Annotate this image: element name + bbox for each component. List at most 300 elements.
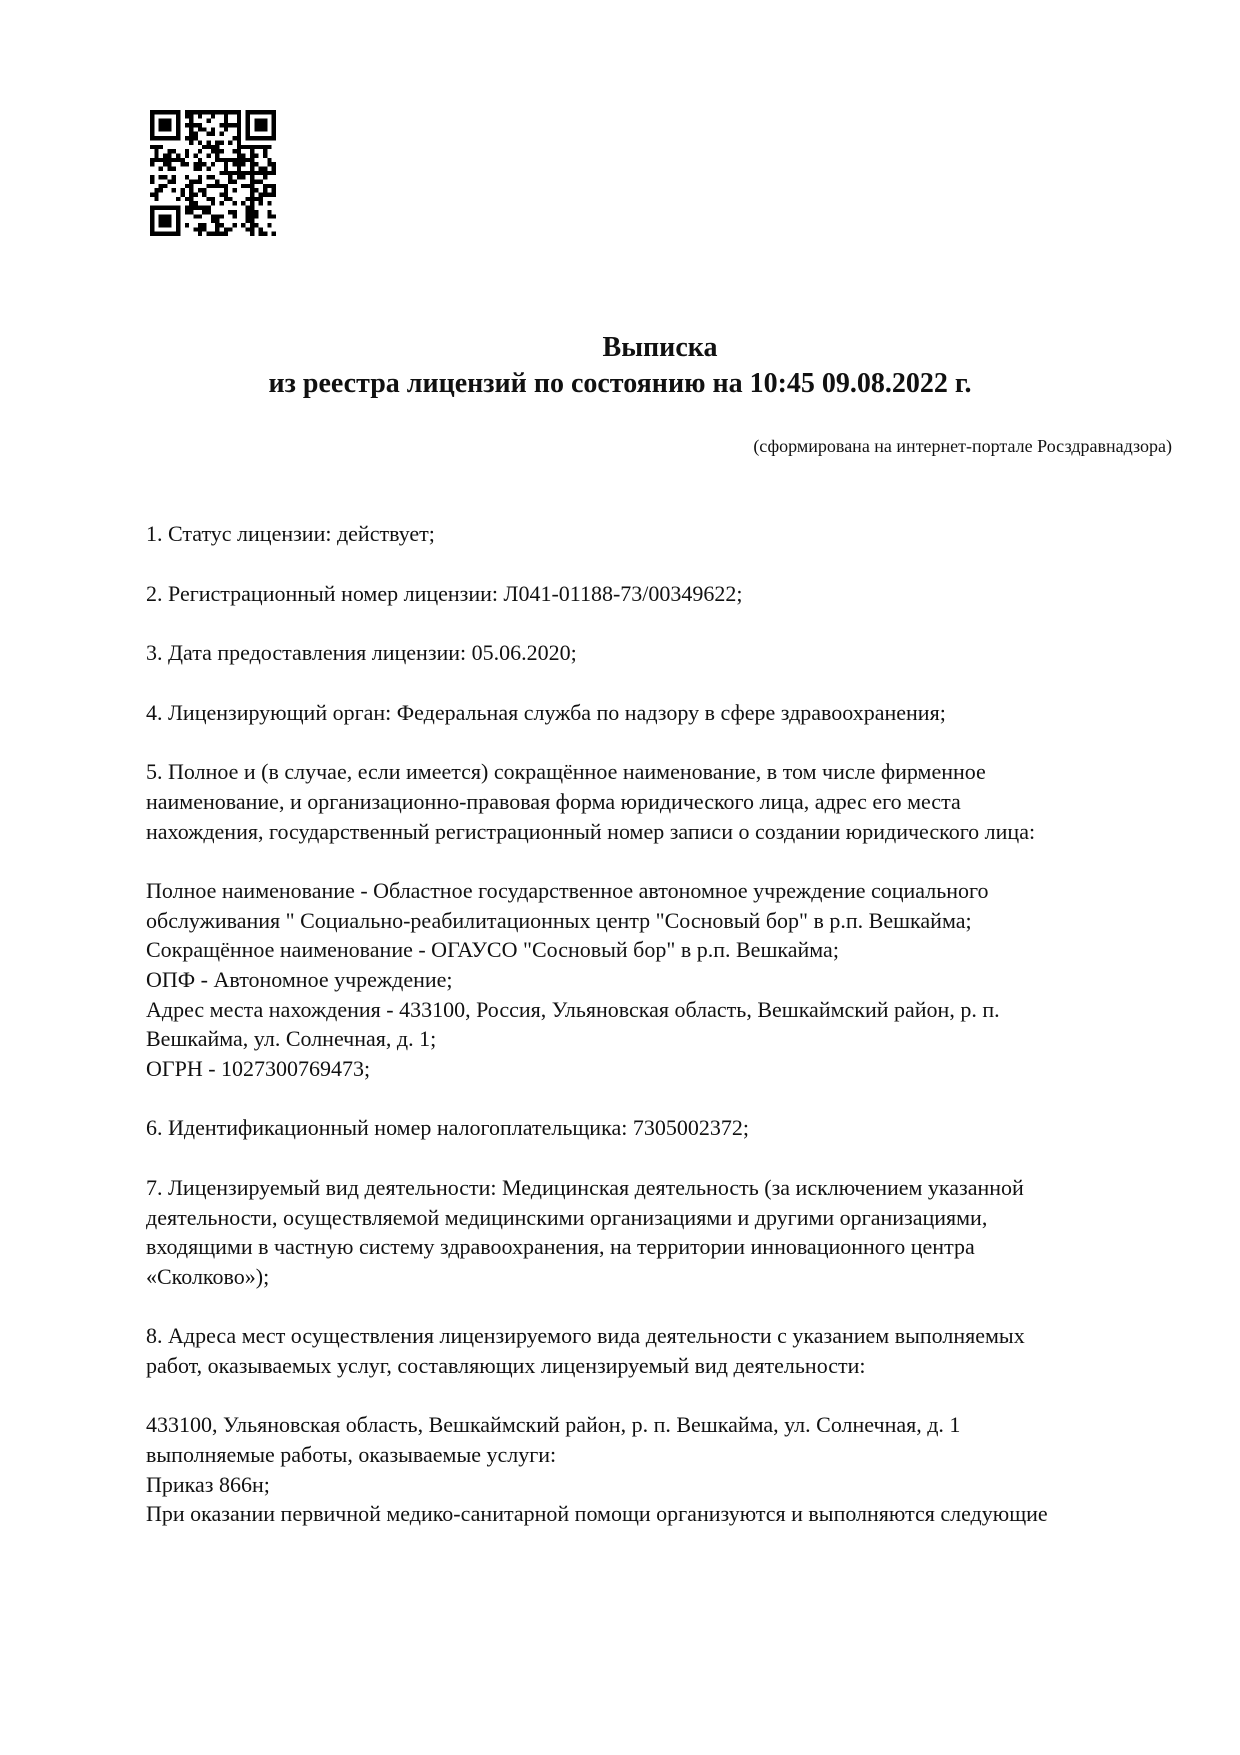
qr-module-28 (224, 123, 228, 127)
item-7-line-4: «Сколково»); (146, 1263, 270, 1289)
qr-module-124 (224, 162, 228, 166)
qr-module-196 (272, 184, 276, 188)
item-4-line-1: 4. Лицензирующий орган: Федеральная служба по надзору в сфере здравоохранения; (146, 699, 946, 725)
qr-module-259 (250, 210, 254, 214)
qr-module-183 (163, 184, 167, 188)
qr-module-68 (259, 145, 263, 149)
qr-module-103 (180, 158, 184, 162)
qr-module-57 (154, 145, 158, 149)
qr-module-50 (198, 140, 202, 144)
qr-module-266 (220, 214, 224, 218)
qr-module-120 (193, 162, 197, 166)
qr-module-87 (185, 153, 189, 157)
organization-details (146, 876, 1166, 1083)
qr-module-176 (215, 180, 219, 184)
qr-module-161 (185, 175, 189, 179)
qr-module-242 (259, 201, 263, 205)
qr-module-256 (228, 210, 232, 214)
qr-module-54 (228, 140, 232, 144)
qr-module-252 (185, 210, 189, 214)
qr-module-9 (224, 110, 228, 114)
item-8 (146, 1321, 1166, 1380)
qr-module-76 (211, 149, 215, 153)
qr-module-4 (202, 110, 206, 114)
qr-module-30 (233, 123, 237, 127)
qr-module-185 (189, 184, 193, 188)
qr-module-143 (272, 166, 276, 170)
qr-module-203 (202, 188, 206, 192)
qr-module-67 (254, 145, 258, 149)
qr-module-205 (233, 188, 237, 192)
activity-order: Приказ 866н; (146, 1471, 270, 1497)
qr-module-12 (237, 110, 241, 114)
qr-module-274 (215, 219, 219, 223)
qr-finder-center-2 (254, 119, 267, 132)
qr-module-13 (185, 114, 189, 118)
qr-module-272 (272, 214, 276, 218)
qr-module-128 (250, 162, 254, 166)
qr-module-224 (176, 197, 180, 201)
qr-module-27 (220, 123, 224, 127)
qr-module-80 (237, 149, 241, 153)
qr-module-260 (254, 210, 258, 214)
qr-module-89 (206, 153, 210, 157)
qr-module-84 (163, 153, 167, 157)
qr-module-141 (259, 166, 263, 170)
qr-module-117 (167, 162, 171, 166)
qr-module-214 (193, 193, 197, 197)
qr-module-107 (224, 158, 228, 162)
document-subtitle: из реестра лицензий по состоянию на 10:45 09.08.2022 г. (268, 368, 972, 399)
qr-module-85 (167, 153, 171, 157)
item-7-line-1: 7. Лицензируемый вид деятельности: Медицинская деятельность (за исключением указанной (146, 1174, 1024, 1200)
qr-module-285 (254, 223, 258, 227)
qr-module-1 (189, 110, 193, 114)
qr-module-25 (193, 123, 197, 127)
qr-module-155 (267, 171, 271, 175)
qr-module-190 (224, 184, 228, 188)
qr-module-180 (254, 180, 258, 184)
qr-module-64 (241, 145, 245, 149)
qr-module-211 (154, 193, 158, 197)
qr-module-222 (272, 193, 276, 197)
qr-module-81 (250, 149, 254, 153)
qr-module-295 (259, 227, 263, 231)
qr-module-65 (246, 145, 250, 149)
qr-module-10 (228, 110, 232, 114)
qr-module-6 (211, 110, 215, 114)
qr-module-200 (180, 188, 184, 192)
qr-module-188 (215, 184, 219, 188)
qr-module-298 (211, 232, 215, 236)
qr-module-216 (220, 193, 224, 197)
qr-module-3 (198, 110, 202, 114)
qr-module-2 (193, 110, 197, 114)
qr-module-63 (237, 145, 241, 149)
qr-module-243 (267, 201, 271, 205)
qr-module-38 (189, 132, 193, 136)
qr-module-47 (233, 136, 237, 140)
qr-module-235 (189, 201, 193, 205)
item-6-line-1: 6. Идентификационный номер налогоплательщика: 7305002372; (146, 1115, 749, 1141)
activity-address: 433100, Ульяновская область, Вешкаймский район, р. п. Вешкайма, ул. Солнечная, д. 1 (146, 1412, 961, 1438)
qr-module-135 (193, 166, 197, 170)
item-3-line-1: 3. Дата предоставления лицензии: 05.06.2020; (146, 640, 577, 666)
qr-module-144 (220, 171, 224, 175)
qr-module-251 (250, 206, 254, 210)
qr-module-72 (167, 149, 171, 153)
qr-module-192 (246, 184, 250, 188)
qr-module-249 (206, 206, 210, 210)
qr-module-154 (263, 171, 267, 175)
qr-module-104 (198, 158, 202, 162)
qr-module-101 (172, 158, 176, 162)
qr-module-97 (154, 158, 158, 162)
qr-module-61 (211, 145, 215, 149)
qr-module-33 (198, 127, 202, 131)
item-7 (146, 1173, 1166, 1291)
qr-module-206 (250, 188, 254, 192)
qr-module-265 (215, 214, 219, 218)
organization-full-name-line-2: обслуживания " Социально-реабилитационных центр "Сосновый бор" в р.п. Вешкайма; (146, 907, 972, 933)
qr-module-136 (198, 166, 202, 170)
qr-module-129 (254, 162, 258, 166)
qr-module-37 (237, 127, 241, 131)
qr-module-82 (263, 149, 267, 153)
qr-module-79 (233, 149, 237, 153)
qr-module-258 (246, 210, 250, 214)
qr-module-140 (250, 166, 254, 170)
qr-module-220 (263, 193, 267, 197)
qr-module-170 (150, 180, 154, 184)
qr-module-209 (272, 188, 276, 192)
qr-module-45 (189, 136, 193, 140)
qr-module-226 (189, 197, 193, 201)
qr-module-159 (163, 175, 167, 179)
qr-module-246 (193, 206, 197, 210)
qr-module-177 (228, 180, 232, 184)
qr-module-294 (250, 227, 254, 231)
qr-module-288 (198, 227, 202, 231)
qr-module-86 (176, 153, 180, 157)
qr-module-253 (189, 210, 193, 214)
item-1-line-1: 1. Статус лицензии: действует; (146, 521, 435, 546)
qr-module-60 (206, 145, 210, 149)
qr-module-36 (224, 127, 228, 131)
item-7-line-3: входящими в частную систему здравоохранения, на территории инновационного центра (146, 1234, 975, 1260)
qr-module-244 (185, 206, 189, 210)
qr-module-227 (206, 197, 210, 201)
qr-module-268 (246, 214, 250, 218)
qr-module-94 (254, 153, 258, 157)
qr-module-105 (215, 158, 219, 162)
qr-module-245 (189, 206, 193, 210)
qr-module-275 (246, 219, 250, 223)
qr-module-98 (159, 158, 163, 162)
qr-module-118 (180, 162, 184, 166)
qr-module-160 (172, 175, 176, 179)
qr-module-223 (154, 197, 158, 201)
qr-module-26 (198, 123, 202, 127)
qr-module-58 (159, 145, 163, 149)
qr-module-93 (250, 153, 254, 157)
qr-module-270 (254, 214, 258, 218)
qr-module-191 (241, 184, 245, 188)
qr-module-69 (263, 145, 267, 149)
qr-module-70 (267, 145, 271, 149)
qr-module-44 (185, 136, 189, 140)
qr-module-166 (237, 175, 241, 179)
qr-module-74 (185, 149, 189, 153)
qr-module-130 (267, 162, 271, 166)
qr-module-49 (189, 140, 193, 144)
item-3 (146, 638, 1166, 668)
qr-module-277 (185, 223, 189, 227)
qr-module-0 (185, 110, 189, 114)
qr-module-46 (193, 136, 197, 140)
qr-module-262 (193, 214, 197, 218)
qr-module-96 (150, 158, 154, 162)
qr-module-11 (233, 110, 237, 114)
qr-module-16 (211, 114, 215, 118)
qr-module-29 (228, 123, 232, 127)
qr-module-239 (233, 201, 237, 205)
qr-module-39 (193, 132, 197, 136)
qr-module-148 (237, 171, 241, 175)
qr-module-172 (172, 180, 176, 184)
qr-module-283 (241, 223, 245, 227)
qr-module-255 (206, 210, 210, 214)
item-5-line-3: нахождения, государственный регистрационный номер записи о создании юридического лица: (146, 818, 1036, 844)
qr-module-197 (154, 188, 158, 192)
item-7-line-2: деятельности, осуществляемой медицинскими организациями и другими организациями, (146, 1204, 988, 1230)
qr-module-198 (159, 188, 163, 192)
qr-module-189 (220, 184, 224, 188)
qr-module-221 (267, 193, 271, 197)
qr-module-240 (241, 201, 245, 205)
qr-module-88 (193, 153, 197, 157)
document-content (146, 519, 1166, 1559)
qr-module-42 (220, 132, 224, 136)
qr-module-100 (167, 158, 171, 162)
qr-module-149 (241, 171, 245, 175)
qr-finder-center-1 (159, 119, 172, 132)
qr-module-111 (241, 158, 245, 162)
qr-module-113 (250, 158, 254, 162)
qr-module-41 (211, 132, 215, 136)
item-4 (146, 698, 1166, 728)
qr-module-263 (198, 214, 202, 218)
qr-module-110 (237, 158, 241, 162)
qr-module-194 (263, 184, 267, 188)
qr-module-267 (233, 214, 237, 218)
qr-module-147 (233, 171, 237, 175)
qr-module-116 (163, 162, 167, 166)
qr-module-150 (246, 171, 250, 175)
qr-module-145 (224, 171, 228, 175)
qr-code-icon (150, 110, 276, 236)
qr-module-20 (206, 119, 210, 123)
qr-module-207 (254, 188, 258, 192)
qr-module-5 (206, 110, 210, 114)
qr-module-213 (189, 193, 193, 197)
qr-module-115 (150, 162, 154, 166)
qr-module-231 (246, 197, 250, 201)
qr-module-122 (202, 162, 206, 166)
qr-module-131 (272, 162, 276, 166)
qr-module-40 (206, 132, 210, 136)
qr-module-53 (220, 140, 224, 144)
qr-module-168 (250, 175, 254, 179)
organization-ogrn: ОГРН - 1027300769473; (146, 1055, 371, 1081)
item-5-line-2: наименование, и организационно-правовая форма юридического лица, адрес его места (146, 788, 961, 814)
qr-module-24 (189, 123, 193, 127)
qr-module-146 (228, 171, 232, 175)
qr-module-282 (233, 223, 237, 227)
qr-module-247 (198, 206, 202, 210)
qr-module-286 (267, 223, 271, 227)
qr-module-21 (224, 119, 228, 123)
qr-module-23 (185, 123, 189, 127)
qr-module-174 (193, 180, 197, 184)
qr-module-133 (167, 166, 171, 170)
qr-module-78 (220, 149, 224, 153)
organization-full-name-line-1: Полное наименование - Областное государственное автономное учреждение социального (146, 878, 989, 904)
qr-module-156 (272, 171, 276, 175)
item-5-line-1: 5. Полное и (в случае, если имеется) сокращённое наименование, в том числе фирменное (146, 759, 986, 785)
qr-module-184 (185, 184, 189, 188)
qr-module-153 (259, 171, 263, 175)
qr-module-119 (185, 162, 189, 166)
qr-module-296 (198, 232, 202, 236)
qr-module-250 (246, 206, 250, 210)
item-6 (146, 1113, 1166, 1143)
qr-module-210 (150, 193, 154, 197)
qr-module-102 (176, 158, 180, 162)
qr-module-139 (237, 166, 241, 170)
qr-module-225 (185, 197, 189, 201)
qr-module-305 (272, 232, 276, 236)
qr-module-91 (237, 153, 241, 157)
qr-module-66 (250, 145, 254, 149)
qr-code-graphic (150, 110, 276, 236)
qr-module-56 (150, 145, 154, 149)
qr-module-95 (263, 153, 267, 157)
qr-module-32 (189, 127, 193, 131)
qr-module-284 (250, 223, 254, 227)
qr-module-179 (250, 180, 254, 184)
qr-module-281 (220, 223, 224, 227)
qr-module-175 (198, 180, 202, 184)
qr-module-304 (263, 232, 267, 236)
qr-module-62 (215, 145, 219, 149)
qr-module-300 (220, 232, 224, 236)
qr-module-228 (211, 197, 215, 201)
qr-module-303 (259, 232, 263, 236)
qr-module-108 (228, 158, 232, 162)
qr-module-109 (233, 158, 237, 162)
item-8-line-2: работ, оказываемых услуг, составляющих лицензируемый вид деятельности: (146, 1352, 866, 1378)
qr-module-273 (211, 219, 215, 223)
qr-module-132 (159, 166, 163, 170)
qr-module-51 (206, 140, 210, 144)
qr-module-241 (250, 201, 254, 205)
qr-module-219 (259, 193, 263, 197)
qr-module-134 (172, 166, 176, 170)
qr-module-181 (259, 180, 263, 184)
qr-module-123 (211, 162, 215, 166)
document-title-block (0, 330, 1240, 402)
qr-module-201 (189, 188, 193, 192)
qr-module-290 (215, 227, 219, 231)
activity-services-heading: выполняемые работы, оказываемые услуги: (146, 1442, 557, 1468)
qr-module-233 (254, 197, 258, 201)
qr-module-52 (215, 140, 219, 144)
qr-module-152 (254, 171, 258, 175)
qr-module-92 (241, 153, 245, 157)
qr-module-232 (250, 197, 254, 201)
activity-address-block (146, 1410, 1166, 1528)
qr-module-99 (163, 158, 167, 162)
qr-module-157 (150, 175, 154, 179)
qr-module-77 (215, 149, 219, 153)
qr-module-75 (198, 149, 202, 153)
item-2 (146, 579, 1166, 609)
qr-module-127 (241, 162, 245, 166)
qr-module-301 (224, 232, 228, 236)
qr-module-202 (198, 188, 202, 192)
qr-module-195 (267, 184, 271, 188)
qr-module-208 (263, 188, 267, 192)
qr-module-292 (228, 227, 232, 231)
qr-module-151 (250, 171, 254, 175)
qr-module-276 (250, 219, 254, 223)
qr-module-257 (233, 210, 237, 214)
qr-module-269 (250, 214, 254, 218)
qr-module-178 (233, 180, 237, 184)
qr-module-280 (215, 223, 219, 227)
qr-module-171 (167, 180, 171, 184)
organization-form: ОПФ - Автономное учреждение; (146, 966, 453, 992)
qr-module-186 (206, 184, 210, 188)
qr-module-34 (202, 127, 206, 131)
qr-module-169 (263, 175, 267, 179)
qr-module-112 (246, 158, 250, 162)
portal-note: (сформирована на интернет-портале Росздравнадзора) (753, 436, 1172, 456)
qr-module-217 (224, 193, 228, 197)
qr-module-121 (198, 162, 202, 166)
qr-module-167 (241, 175, 245, 179)
activity-primary-care: При оказании первичной медико-санитарной помощи организуются и выполняются следующие (146, 1501, 1048, 1527)
qr-module-218 (250, 193, 254, 197)
qr-module-18 (237, 114, 241, 118)
qr-module-261 (267, 210, 271, 214)
qr-module-237 (211, 201, 215, 205)
qr-module-271 (267, 214, 271, 218)
qr-module-302 (250, 232, 254, 236)
qr-module-48 (237, 136, 241, 140)
qr-module-212 (180, 193, 184, 197)
qr-module-59 (202, 145, 206, 149)
organization-address-line-2: Вешкайма, ул. Солнечная, д. 1; (146, 1026, 437, 1052)
qr-module-234 (259, 197, 263, 201)
qr-module-126 (237, 162, 241, 166)
qr-module-297 (206, 232, 210, 236)
qr-module-287 (193, 227, 197, 231)
qr-module-14 (189, 114, 193, 118)
organization-address-line-1: Адрес места нахождения - 433100, Россия, Ульяновская область, Вешкаймский район, р. п. (146, 996, 1000, 1022)
qr-module-114 (267, 158, 271, 162)
